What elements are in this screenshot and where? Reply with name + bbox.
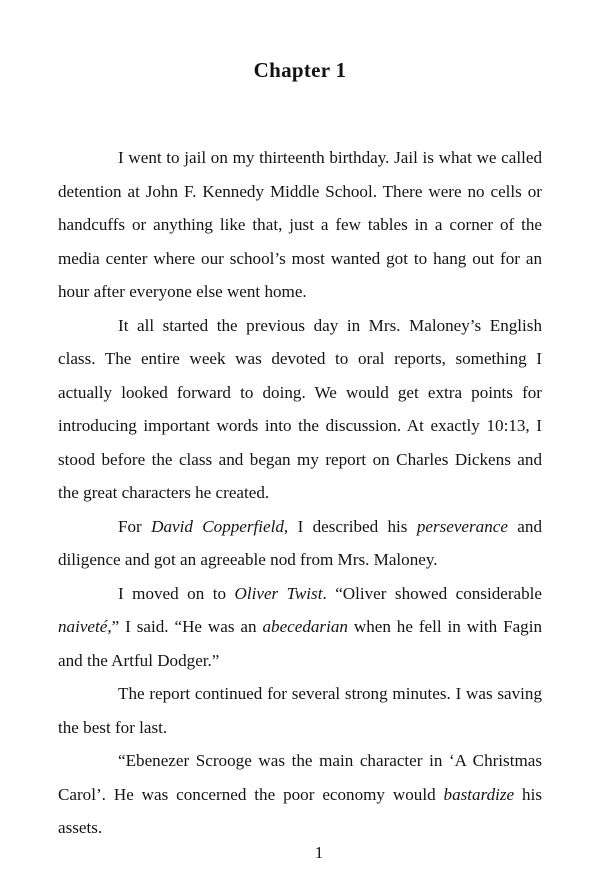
italic-run: bastardize: [443, 784, 515, 804]
para-jail: I went to jail on my thirteenth birthday. Jail is what we called detention at John F. Kennedy Middle School. There were no cells or handcuffs or anything like that, just a few tables in a corner of the media center where our school’s most wanted got to hang out for an hour after everyone else went home.: [58, 148, 542, 301]
para-oliver-twist: I moved on to Oliver Twist. “Oliver showed considerable naiveté,” I said. “He was an abecedarian when he fell in with Fagin and the Artful Dodger.”: [58, 583, 543, 670]
italic-run: perseverance: [416, 516, 508, 536]
para-report-continued: The report continued for several strong minutes. I was saving the best for last.: [58, 684, 542, 737]
para-copperfield: For David Copperfield, I described his perseverance and diligence and got an agreeable nod from Mrs. Maloney.: [58, 516, 542, 569]
page-title: Chapter 1: [253, 58, 347, 82]
page-number-value: 1: [314, 843, 324, 862]
italic-run: naiveté,: [58, 617, 112, 636]
body-text-block: [58, 141, 542, 845]
italic-run: Oliver Twist: [234, 583, 323, 603]
para-english-class: It all started the previous day in Mrs. Maloney’s English class. The entire week was devoted to oral reports, something I actually looked forward to doing. We would get extra points for introducing important words into the discussion. At exactly 10:13, I stood before the class and began my report on Charles Dickens and the great characters he created.: [58, 315, 542, 502]
page-number: [0, 843, 600, 863]
italic-run: abecedarian: [262, 617, 348, 636]
italic-run: David Copperfield,: [151, 516, 289, 536]
para-scrooge: “Ebenezer Scrooge was the main character in ‘A Christmas Carol’. He was concerned the poor economy would bastardize his assets.: [58, 751, 542, 837]
